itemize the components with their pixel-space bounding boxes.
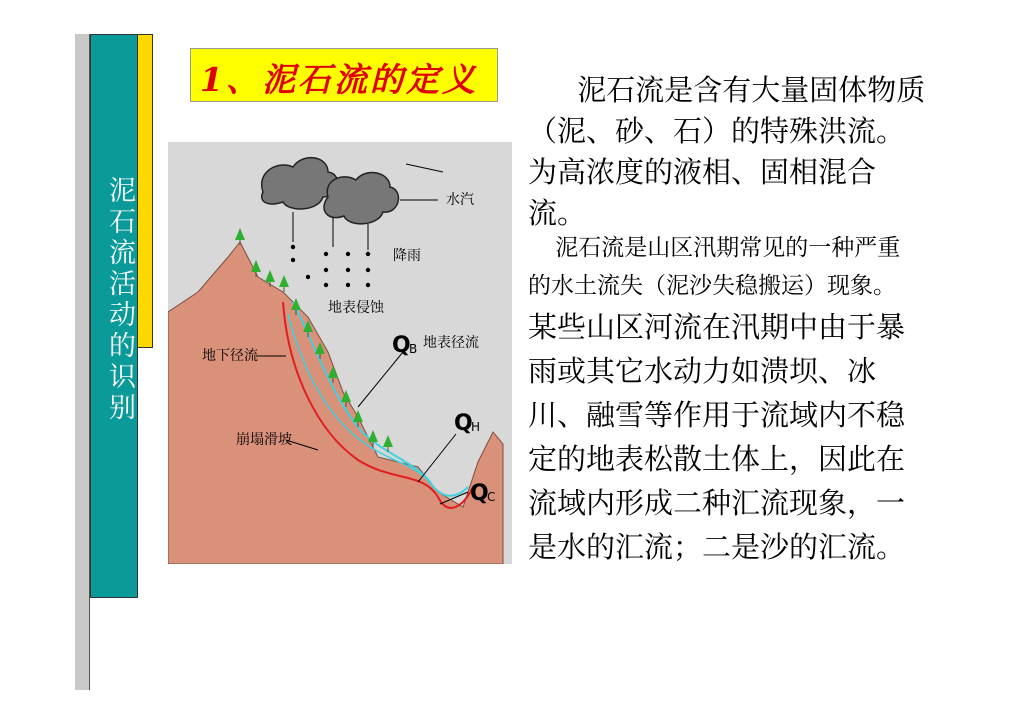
label-qb-sub: B [409, 342, 418, 356]
yellow-accent-bar [137, 34, 153, 348]
side-title: 泥石流活动的识别 [104, 176, 135, 424]
left-gray-strip [75, 34, 90, 690]
explanation-text-small: 泥石流是山区汛期常见的一种严重的水土流失（泥沙失稳搬运）现象。 [528, 235, 901, 299]
label-qh-sub: H [471, 420, 481, 434]
label-vapor: 水汽 [446, 192, 474, 208]
label-qh: Q [454, 411, 473, 436]
definition-paragraph [528, 70, 928, 234]
section-heading: 1、泥石流的定义 [200, 60, 478, 99]
explanation-text-large: 某些山区河流在汛期中由于暴雨或其它水动力如溃坝、冰川、融雪等作用于流域内不稳定的地表松散土体上，因此在流域内形成二种汇流现象，一是水的汇流；二是沙的汇流。 [528, 310, 906, 564]
label-qc-sub: C [487, 490, 496, 504]
explanation-paragraph [528, 230, 913, 570]
label-rain: 降雨 [393, 248, 421, 264]
label-surface-runoff: 地表径流 [423, 335, 479, 351]
definition-text: 泥石流是含有大量固体物质（泥、砂、石）的特殊洪流。为高浓度的液相、固相混合流。 [528, 73, 926, 230]
label-groundwater: 地下径流 [202, 348, 258, 364]
label-qc: Q [470, 481, 489, 506]
debris-flow-diagram [168, 142, 512, 564]
label-infiltration: 地表侵蚀 [328, 300, 384, 316]
label-qb: Q [392, 333, 411, 358]
label-collapse: 崩塌滑坡 [236, 432, 292, 448]
